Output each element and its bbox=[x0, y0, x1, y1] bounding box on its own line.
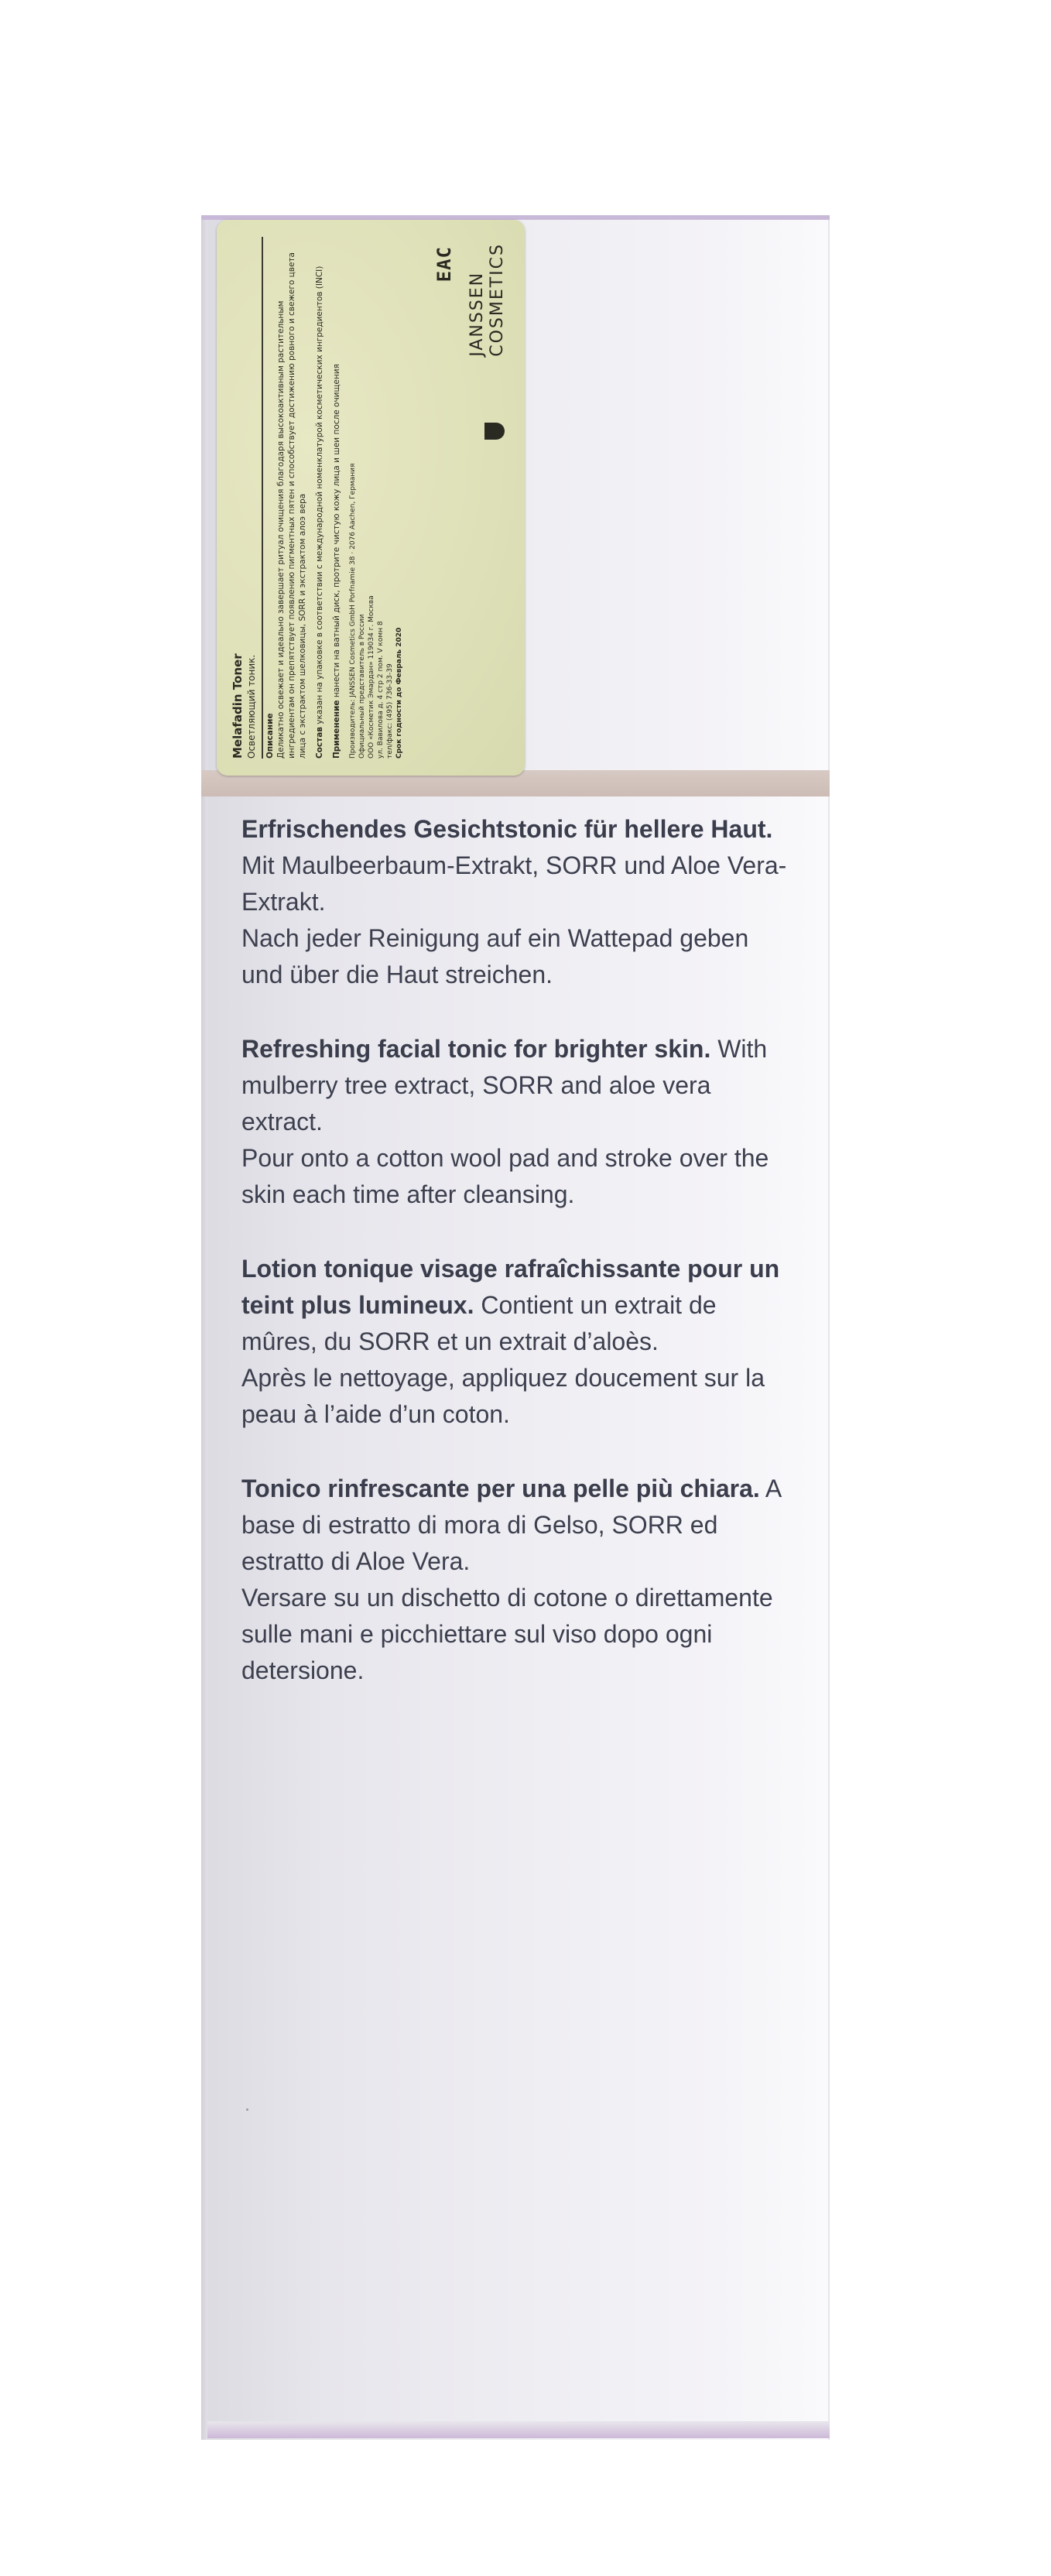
lead-english: Refreshing facial tonic for brighter skin. bbox=[241, 1035, 711, 1063]
product-description-copy bbox=[241, 811, 793, 1689]
brand-line-2: COSMETICS bbox=[488, 243, 507, 357]
usage-label: Применение bbox=[332, 700, 341, 759]
address-text: ул. Вавилова д. 4 стр 2 пом. V комн 8 bbox=[377, 621, 385, 759]
usage-text: нанести на ватный диск, протрите чистую кожу лица и шеи после очищения bbox=[332, 364, 341, 698]
manufacturer-text: Производитель: JANSSEN Cosmetics GmbH Porfnamie 38 · 2076 Aachen, Германия bbox=[349, 463, 357, 759]
russian-label-sticker bbox=[217, 220, 525, 776]
composition-text: указан на упаковке в соответствии с международной номенклатурой косметических ингредиентов (INCI) bbox=[315, 265, 324, 724]
representative-text: Официальный представитель в России bbox=[358, 614, 366, 759]
instructions-english: Pour onto a cotton wool pad and stroke over the skin each time after cleansing. bbox=[241, 1144, 769, 1208]
instructions-french: Après le nettoyage, appliquez doucement sur la peau à l’aide d’un coton. bbox=[241, 1364, 765, 1428]
janssen-shield-icon bbox=[484, 423, 505, 440]
sticker-usage bbox=[331, 237, 342, 759]
description-label: Описание bbox=[265, 713, 275, 759]
instructions-italian: Versare su un dischetto di cotone o direttamente sulle mani e picchiettare sul viso dopo ogni detersione. bbox=[241, 1584, 773, 1684]
paragraph-german bbox=[241, 811, 793, 993]
surface-speck bbox=[246, 2108, 248, 2111]
sticker-divider bbox=[262, 237, 263, 759]
importer-text: ООО «Косметик Эмардан» 119034 г. Москва bbox=[368, 595, 375, 759]
composition-label: Состав bbox=[315, 727, 324, 759]
lead-french: Lotion tonique visage rafraîchissante pour un teint plus lumineux. bbox=[241, 1255, 780, 1319]
body-german: Mit Maulbeerbaum-Extrakt, SORR und Aloe Vera-Extrakt. bbox=[241, 851, 787, 916]
lead-italian: Tonico rinfrescante per una pelle più chiara. bbox=[241, 1475, 760, 1502]
sticker-manufacturer-info bbox=[348, 237, 404, 759]
body-italian: A base di estratto di mora di Gelso, SORR ed estratto di Aloe Vera. bbox=[241, 1475, 781, 1575]
box-left-edge bbox=[201, 215, 207, 2440]
expiry-text: Срок годности до Февраль 2020 bbox=[395, 627, 403, 759]
box-bottom-edge bbox=[207, 2421, 830, 2438]
brand-logo-text bbox=[467, 243, 508, 357]
paragraph-english bbox=[241, 1031, 793, 1213]
sticker-description bbox=[265, 237, 308, 759]
sticker-content bbox=[217, 220, 525, 776]
paragraph-italian bbox=[241, 1471, 793, 1689]
sticker-title: Melafadin Toner bbox=[231, 653, 245, 759]
phone-text: тел/факс: (495) 736-33-39 bbox=[386, 663, 394, 759]
lead-german: Erfrischendes Gesichtstonic für hellere Haut. bbox=[241, 815, 773, 843]
sticker-subtitle: Осветляющий тоник. bbox=[246, 654, 257, 759]
body-english: With mulberry tree extract, SORR and aloe vera extract. bbox=[241, 1035, 768, 1136]
brand-line-1: JANSSEN bbox=[467, 271, 487, 357]
paragraph-french bbox=[241, 1251, 793, 1433]
instructions-german: Nach jeder Reinigung auf ein Wattepad geben und über die Haut streichen. bbox=[241, 924, 749, 988]
body-french: Contient un extrait de mûres, du SORR et un extrait d’aloès. bbox=[241, 1291, 717, 1355]
eac-mark: EAC bbox=[433, 246, 455, 283]
description-text: Деликатно освежает и идеально завершает ритуал очищения благодаря высокоактивным растительным ингредиентам он препятствует появлению пигментных пятен и способствует достижению ровного и свежего цвета лица с экстрактом шелковицы, SORR и экстрактом алоэ вера bbox=[276, 252, 307, 759]
sticker-composition bbox=[314, 237, 325, 759]
